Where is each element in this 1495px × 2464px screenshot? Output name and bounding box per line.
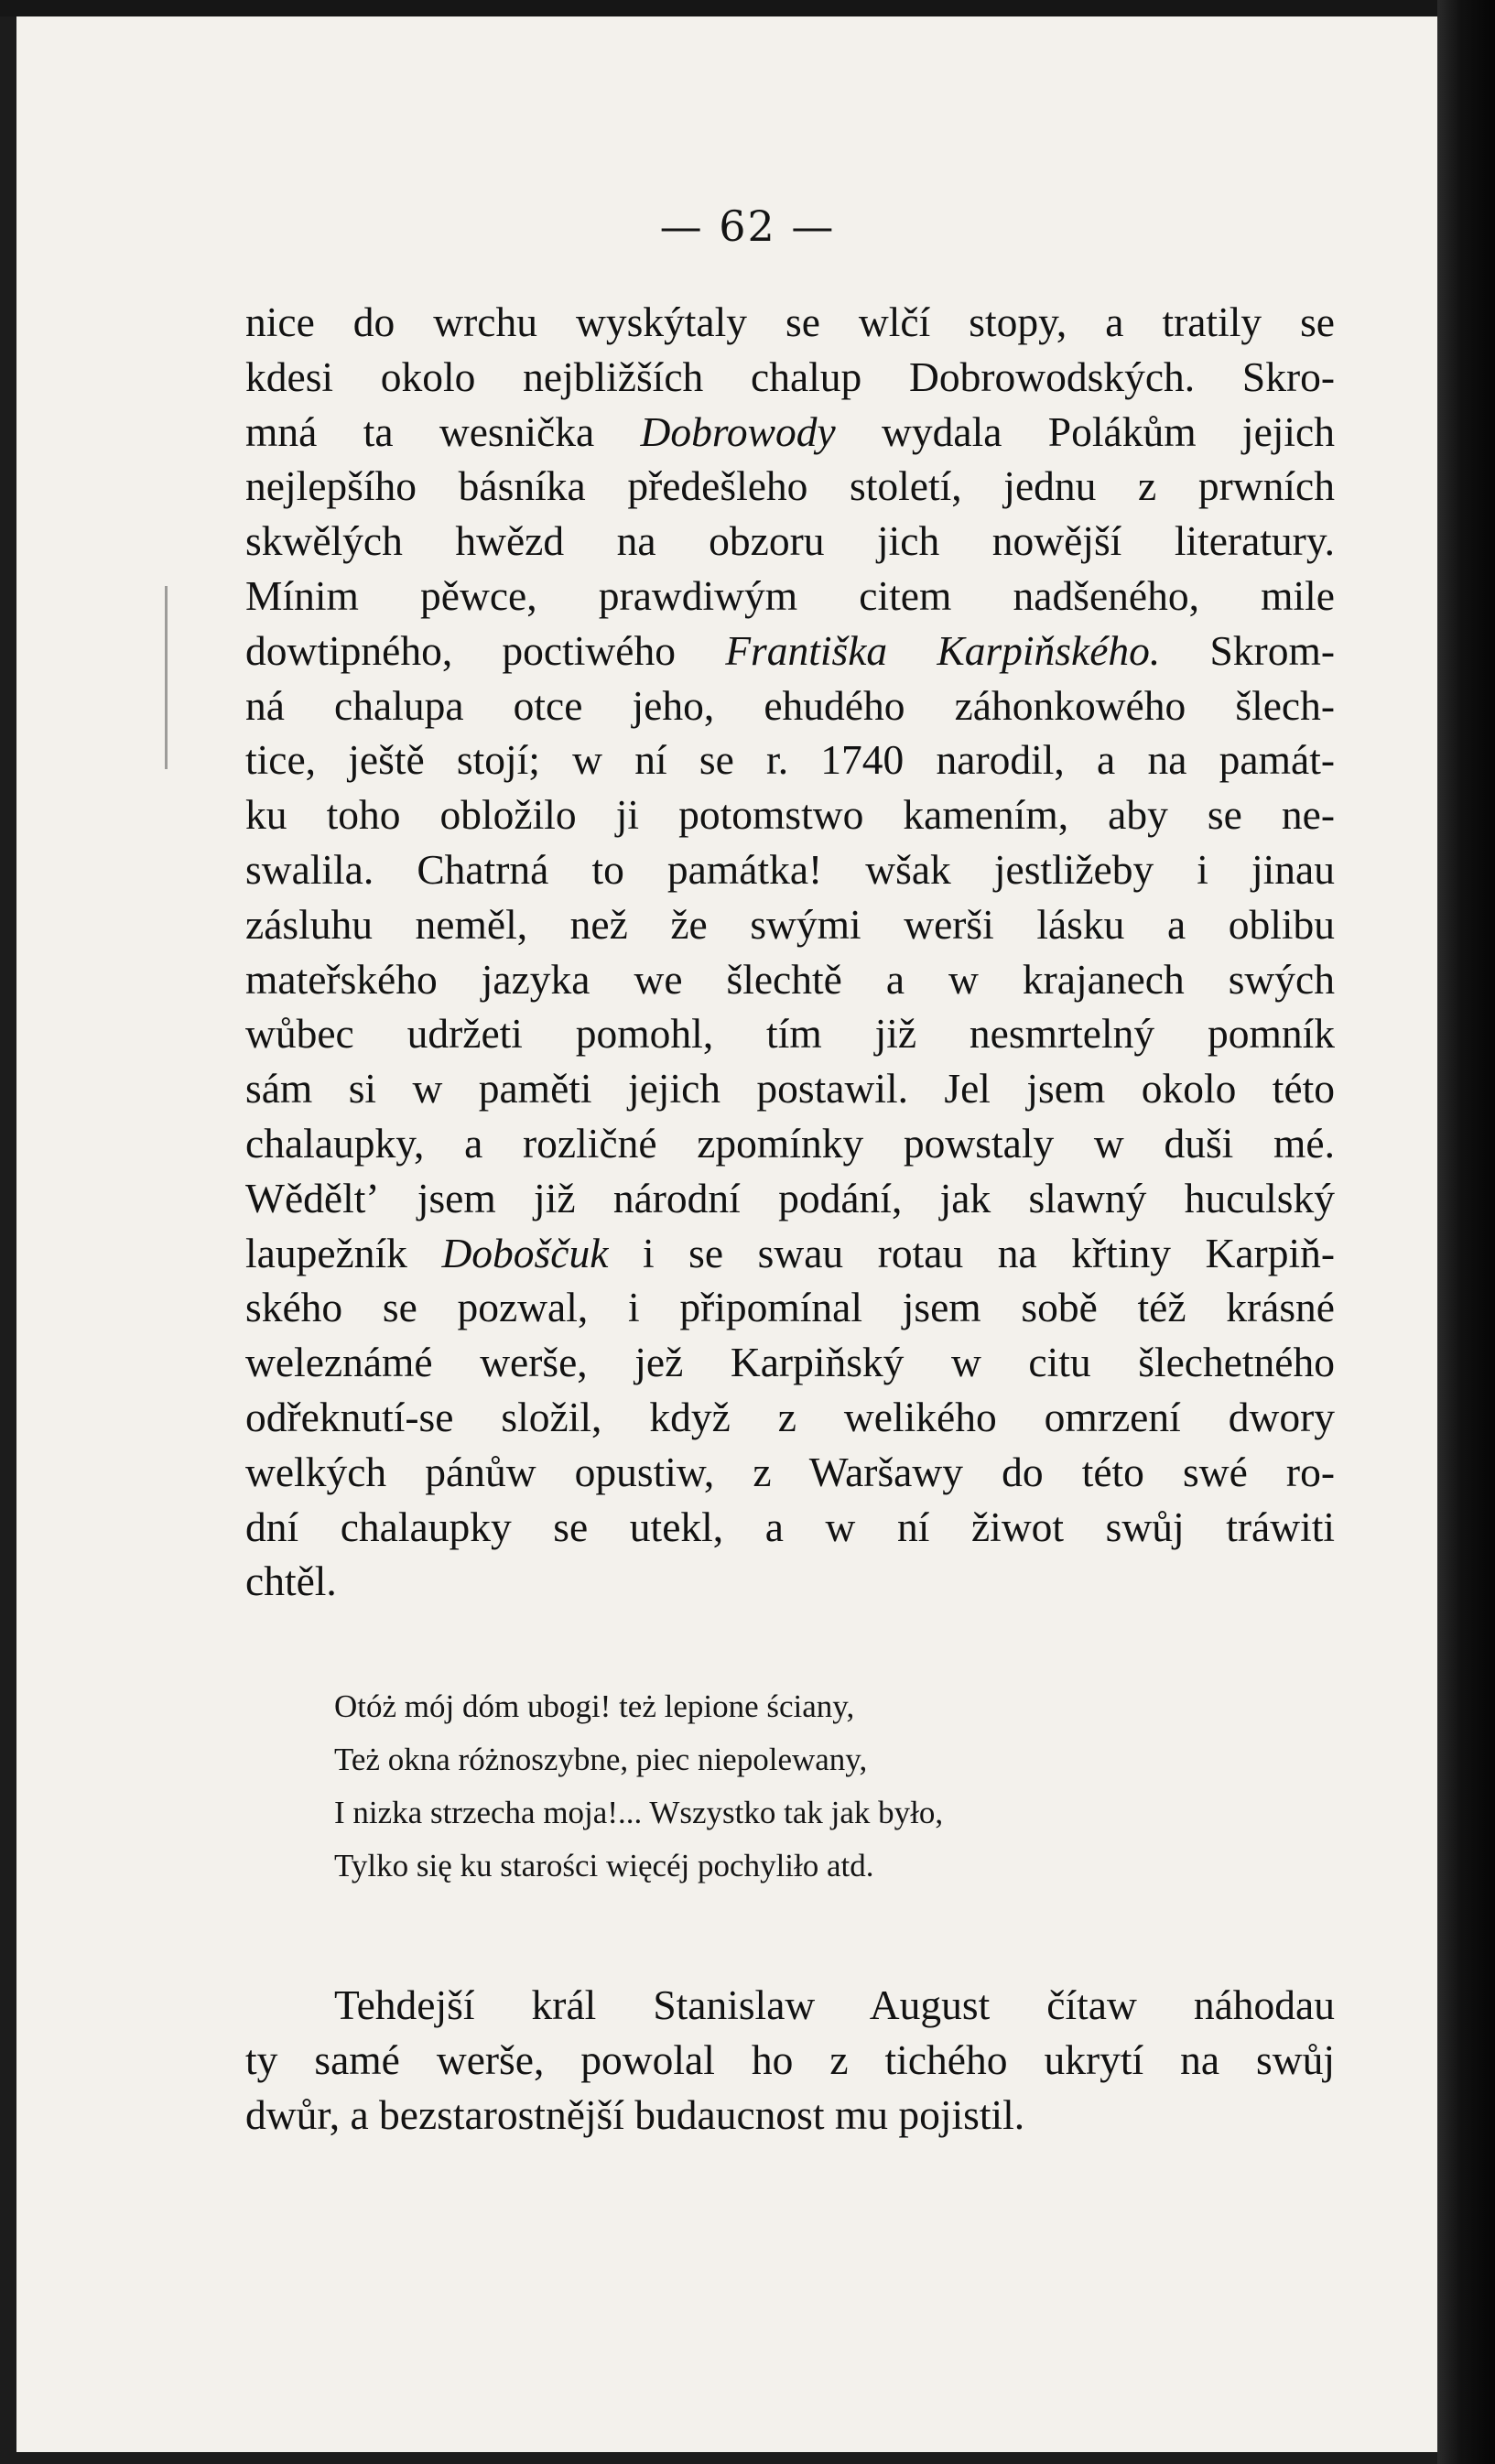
text-line: Tehdejší král Stanislaw August čítaw náhodau	[334, 1981, 1335, 2028]
verse-line: Też okna różnoszybne, piec niepolewany,	[334, 1742, 868, 1777]
text-line: sám si w paměti jejich postawil. Jel jsem okolo této	[245, 1065, 1335, 1113]
text-line: kdesi okolo nejbližších chalup Dobrowodských. Skro-	[245, 353, 1335, 400]
scan-right-edge	[1437, 0, 1495, 2464]
person-name-italic: Františka Karpiňského.	[725, 626, 1161, 674]
text-line: chalaupky, a rozličné zpomínky powstaly w duši mé.	[245, 1119, 1335, 1167]
text-line: swalila. Chatrná to památka! wšak jestližeby i jinau	[245, 845, 1335, 893]
place-name-italic: Dobrowody	[640, 407, 836, 455]
text-line: zásluhu neměl, než že swými werši lásku a oblibu	[245, 900, 1335, 948]
text-line: odřeknutí-se složil, když z welikého omrzení dwory	[245, 1393, 1335, 1440]
text-line: dwůr, a bezstarostnější budaucnost mu pojistil.	[245, 2090, 1025, 2138]
text-line: wůbec udržeti pomohl, tím již nesmrtelný pomník	[245, 1010, 1335, 1058]
paragraph-closing	[245, 1978, 1335, 2142]
text-line: nejlepšího básníka předešleho století, jednu z prwních	[245, 462, 1335, 510]
verse-line: Otóż mój dóm ubogi! też lepione ściany,	[334, 1688, 855, 1724]
text-line: mateřského jazyka we šlechtě a w krajanech swých	[245, 955, 1335, 1003]
text-line: weleznámé werše, jež Karpiňský w citu šlechetného	[245, 1339, 1335, 1386]
page-number: — 62 —	[659, 201, 836, 251]
text-line: skwělých hwězd na obzoru jich nowější literatury.	[245, 517, 1335, 565]
text-line: dowtipného, poctiwého Františka Karpiňského. Skrom-	[245, 626, 1336, 674]
paragraph-main	[245, 295, 1335, 1609]
verse-line: Tylko się ku starości więcéj pochyliło atd.	[334, 1848, 874, 1883]
text-line: chtěl.	[245, 1558, 337, 1605]
verse-line: I nizka strzecha moja!... Wszystko tak jak było,	[334, 1795, 944, 1830]
text-line: laupežník Doboščuk i se swau rotau na křtiny Karpiň-	[245, 1229, 1336, 1276]
text-line: tice, ještě stojí; w ní se r. 1740 narodil, a na památ-	[245, 736, 1335, 784]
text-line: nice do wrchu wyskýtaly se wlčí stopy, a tratily se	[245, 299, 1335, 345]
text-line: Wěděltʼ jsem již národní podání, jak slawný huculský	[245, 1174, 1335, 1221]
text-line: mná ta wesnička Dobrowody wydala Polákům jejich	[245, 407, 1335, 455]
text-line: welkých pánůw opustiw, z Waršawy do této swé ro-	[245, 1448, 1335, 1495]
text-line: ku toho obložilo ji potomstwo kamením, aby se ne-	[245, 791, 1335, 839]
text-line: ty samé werše, powolal ho z tichého ukrytí na swůj	[245, 2035, 1335, 2083]
verse-quote	[334, 1680, 943, 1893]
person-name-italic: Doboščuk	[441, 1229, 609, 1276]
text-line: Mínim pěwce, prawdiwým citem nadšeného, mile	[245, 571, 1335, 619]
text-line: dní chalaupky se utekl, a w ní žiwot swůj tráwiti	[245, 1503, 1335, 1550]
text-line: ná chalupa otce jeho, ehudého záhonkowého šlech-	[245, 681, 1335, 729]
text-line: ského se pozwal, i připomínal jsem sobě též krásné	[245, 1284, 1335, 1331]
scan-top-edge	[0, 0, 1495, 16]
margin-mark	[165, 586, 168, 769]
